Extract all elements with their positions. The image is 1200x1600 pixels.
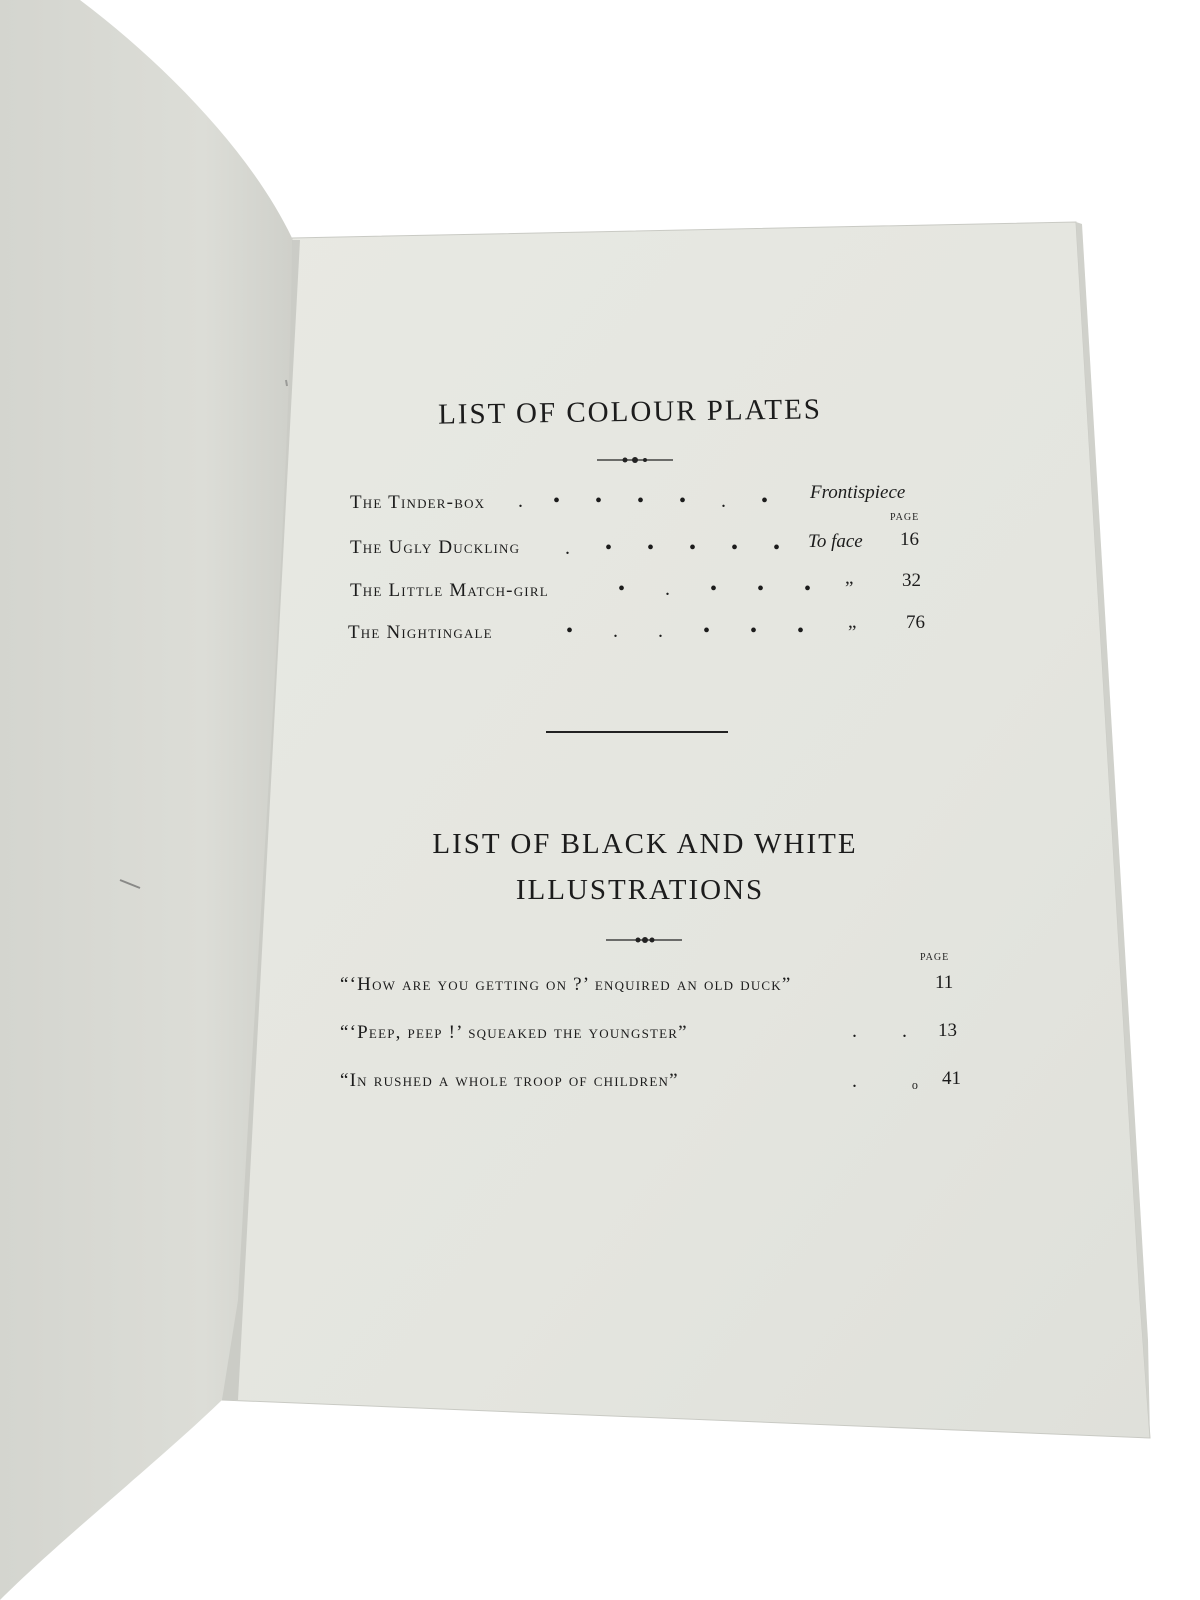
section-divider-rule xyxy=(546,731,728,733)
colour-plate-page: 76 xyxy=(906,612,925,633)
colour-plate-row xyxy=(350,482,930,514)
ornament-divider-icon xyxy=(595,454,675,466)
leader-dots: . • • • • • xyxy=(565,537,781,559)
colour-plate-row xyxy=(350,570,930,602)
illustration-page: 11 xyxy=(935,972,954,993)
illustration-page: 13 xyxy=(938,1020,957,1041)
leader-dots: • . • • • xyxy=(618,578,812,600)
colour-plate-note: To face xyxy=(808,531,863,552)
illustration-row xyxy=(340,1070,970,1092)
illustration-title: “‘Peep, peep !’ squeaked the youngster” xyxy=(340,1022,688,1043)
illustration-page: 41 xyxy=(942,1068,961,1089)
illustration-title: “In rushed a whole troop of children” xyxy=(340,1070,679,1091)
colour-plate-row xyxy=(350,529,930,559)
ornament-divider-icon xyxy=(604,934,684,946)
illustration-title: “‘How are you getting on ?’ enquired an old duck” xyxy=(340,974,792,995)
colour-plates-title: LIST OF COLOUR PLATES xyxy=(437,393,823,431)
colour-plate-title: The Nightingale xyxy=(348,622,493,643)
bw-illustrations-title-line2: ILLUSTRATIONS xyxy=(515,874,765,906)
illustration-row xyxy=(340,1022,970,1044)
leader-dots: . ₒ xyxy=(852,1070,918,1092)
colour-plate-title: The Ugly Duckling xyxy=(350,537,521,558)
colour-plate-row xyxy=(348,612,938,644)
leader-dots: . . xyxy=(852,1020,907,1042)
illustration-row xyxy=(340,974,970,996)
colour-plate-page: 16 xyxy=(900,529,919,550)
bw-illustrations-page-header: PAGE xyxy=(920,952,950,963)
colour-plate-title: The Little Match-girl xyxy=(350,580,549,601)
ditto-mark: ” xyxy=(848,622,857,643)
colour-plate-page: 32 xyxy=(902,570,921,591)
leader-dots: . • • • • . • xyxy=(518,490,769,512)
leader-dots: • . . • • • xyxy=(566,620,805,642)
bw-illustrations-title: LIST OF BLACK AND WHITE xyxy=(432,828,858,860)
colour-plates-page-header: PAGE xyxy=(890,512,920,523)
colour-plate-title: The Tinder-box xyxy=(350,492,486,513)
colour-plate-note: Frontispiece xyxy=(810,482,906,503)
ditto-mark: ” xyxy=(845,578,854,599)
